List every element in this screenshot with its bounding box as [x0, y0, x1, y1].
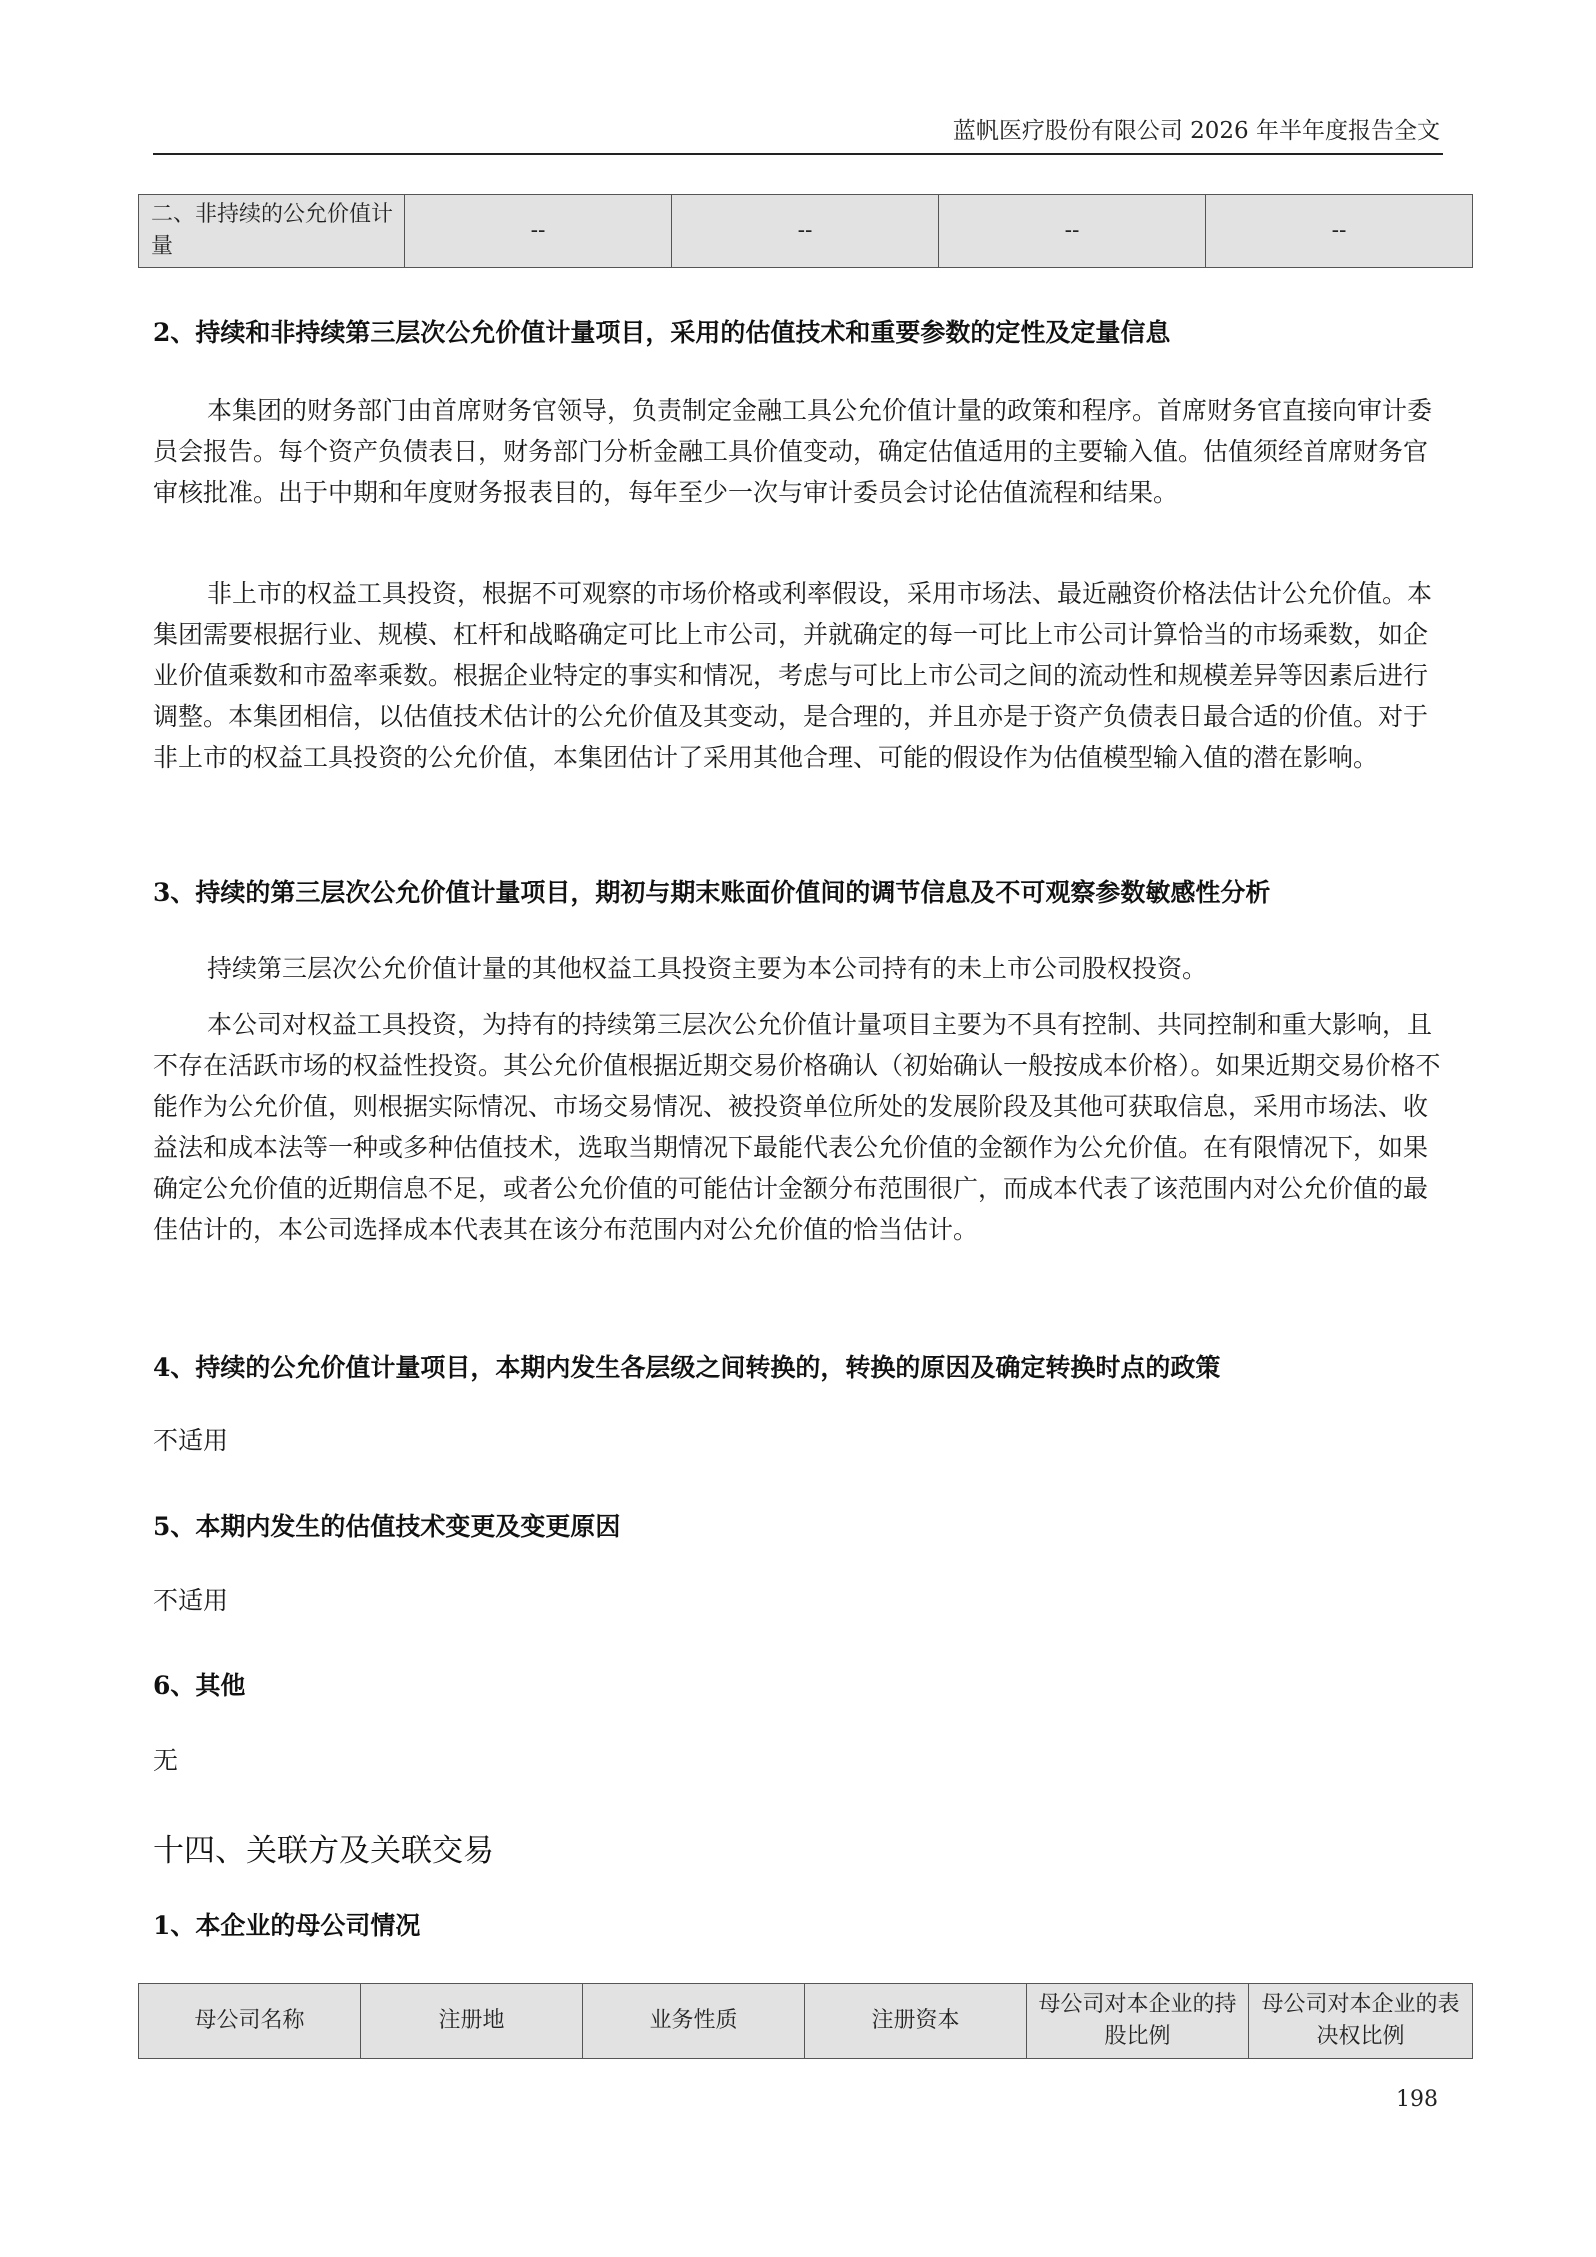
table-cell: --: [1206, 195, 1473, 268]
table-header-cell: 注册地: [361, 1984, 583, 2059]
paragraph: 本公司对权益工具投资，为持有的持续第三层次公允价值计量项目主要为不具有控制、共同控制和重大影响，且不存在活跃市场的权益性投资。其公允价值根据近期交易价格确认（初始确认一般按成本价格）。如果近期交易价格不能作为公允价值，则根据实际情况、市场交易情况、被投资单位所处的发展阶段及其他可获取信息，采用市场法、收益法和成本法等一种或多种估值技术，选取当期情况下最能代表公允价值的金额作为公允价值。在有限情况下，如果确定公允价值的近期信息不足，或者公允价值的可能估计金额分布范围很广，而成本代表了该范围内对公允价值的最佳估计的，本公司选择成本代表其在该分布范围内对公允价值的恰当估计。: [153, 1010, 1441, 1244]
paragraph: 非上市的权益工具投资，根据不可观察的市场价格或利率假设，采用市场法、最近融资价格法估计公允价值。本集团需要根据行业、规模、杠杆和战略确定可比上市公司，并就确定的每一可比上市公司计算恰当的市场乘数，如企业价值乘数和市盈率乘数。根据企业特定的事实和情况，考虑与可比上市公司之间的流动性和规模差异等因素后进行调整。本集团相信，以估值技术估计的公允价值及其变动，是合理的，并且亦是于资产负债表日最合适的价值。对于非上市的权益工具投资的公允价值，本集团估计了采用其他合理、可能的假设作为估值模型输入值的潜在影响。: [153, 579, 1433, 772]
section-heading-4: 4、持续的公允价值计量项目，本期内发生各层级之间转换的，转换的原因及确定转换时点的政策: [153, 1353, 1221, 1382]
section-heading-3: 3、持续的第三层次公允价值计量项目，期初与期末账面价值间的调节信息及不可观察参数敏感性分析: [153, 878, 1271, 907]
table-cell: --: [939, 195, 1206, 268]
table-cell-label: 二、非持续的公允价值计量: [139, 195, 405, 268]
table-row: [139, 195, 1473, 268]
paragraph: 不适用: [153, 1426, 229, 1455]
table-cell: --: [405, 195, 672, 268]
page-number: 198: [1396, 2087, 1438, 2112]
paragraph: 持续第三层次公允价值计量的其他权益工具投资主要为本公司持有的未上市公司股权投资。: [207, 954, 1208, 983]
table-header-row: [139, 1984, 1473, 2059]
section-heading-2: 2、持续和非持续第三层次公允价值计量项目，采用的估值技术和重要参数的定性及定量信息: [153, 318, 1171, 347]
chapter-title: 十四、关联方及关联交易: [153, 1833, 494, 1869]
table-cell: --: [672, 195, 939, 268]
table-header-cell: 母公司对本企业的持股比例: [1027, 1984, 1249, 2059]
section-heading-6: 6、其他: [153, 1671, 246, 1700]
table-header-cell: 注册资本: [805, 1984, 1027, 2059]
paragraph: 本集团的财务部门由首席财务官领导，负责制定金融工具公允价值计量的政策和程序。首席财务官直接向审计委员会报告。每个资产负债表日，财务部门分析金融工具价值变动，确定估值适用的主要输入值。估值须经首席财务官审核批准。出于中期和年度财务报表目的，每年至少一次与审计委员会讨论估值流程和结果。: [153, 396, 1433, 507]
page-header-rule: [153, 153, 1443, 155]
fair-value-table: [138, 194, 1473, 268]
parent-company-table: [138, 1983, 1473, 2059]
section-heading-parent-company: 1、本企业的母公司情况: [153, 1911, 421, 1940]
table-header-cell: 业务性质: [583, 1984, 805, 2059]
paragraph: 不适用: [153, 1586, 229, 1615]
table-header-cell: 母公司名称: [139, 1984, 361, 2059]
paragraph: 无: [153, 1746, 179, 1775]
section-heading-5: 5、本期内发生的估值技术变更及变更原因: [153, 1512, 621, 1541]
page-header-title: 蓝帆医疗股份有限公司 2026 年半年度报告全文: [952, 118, 1440, 144]
table-header-cell: 母公司对本企业的表决权比例: [1249, 1984, 1473, 2059]
